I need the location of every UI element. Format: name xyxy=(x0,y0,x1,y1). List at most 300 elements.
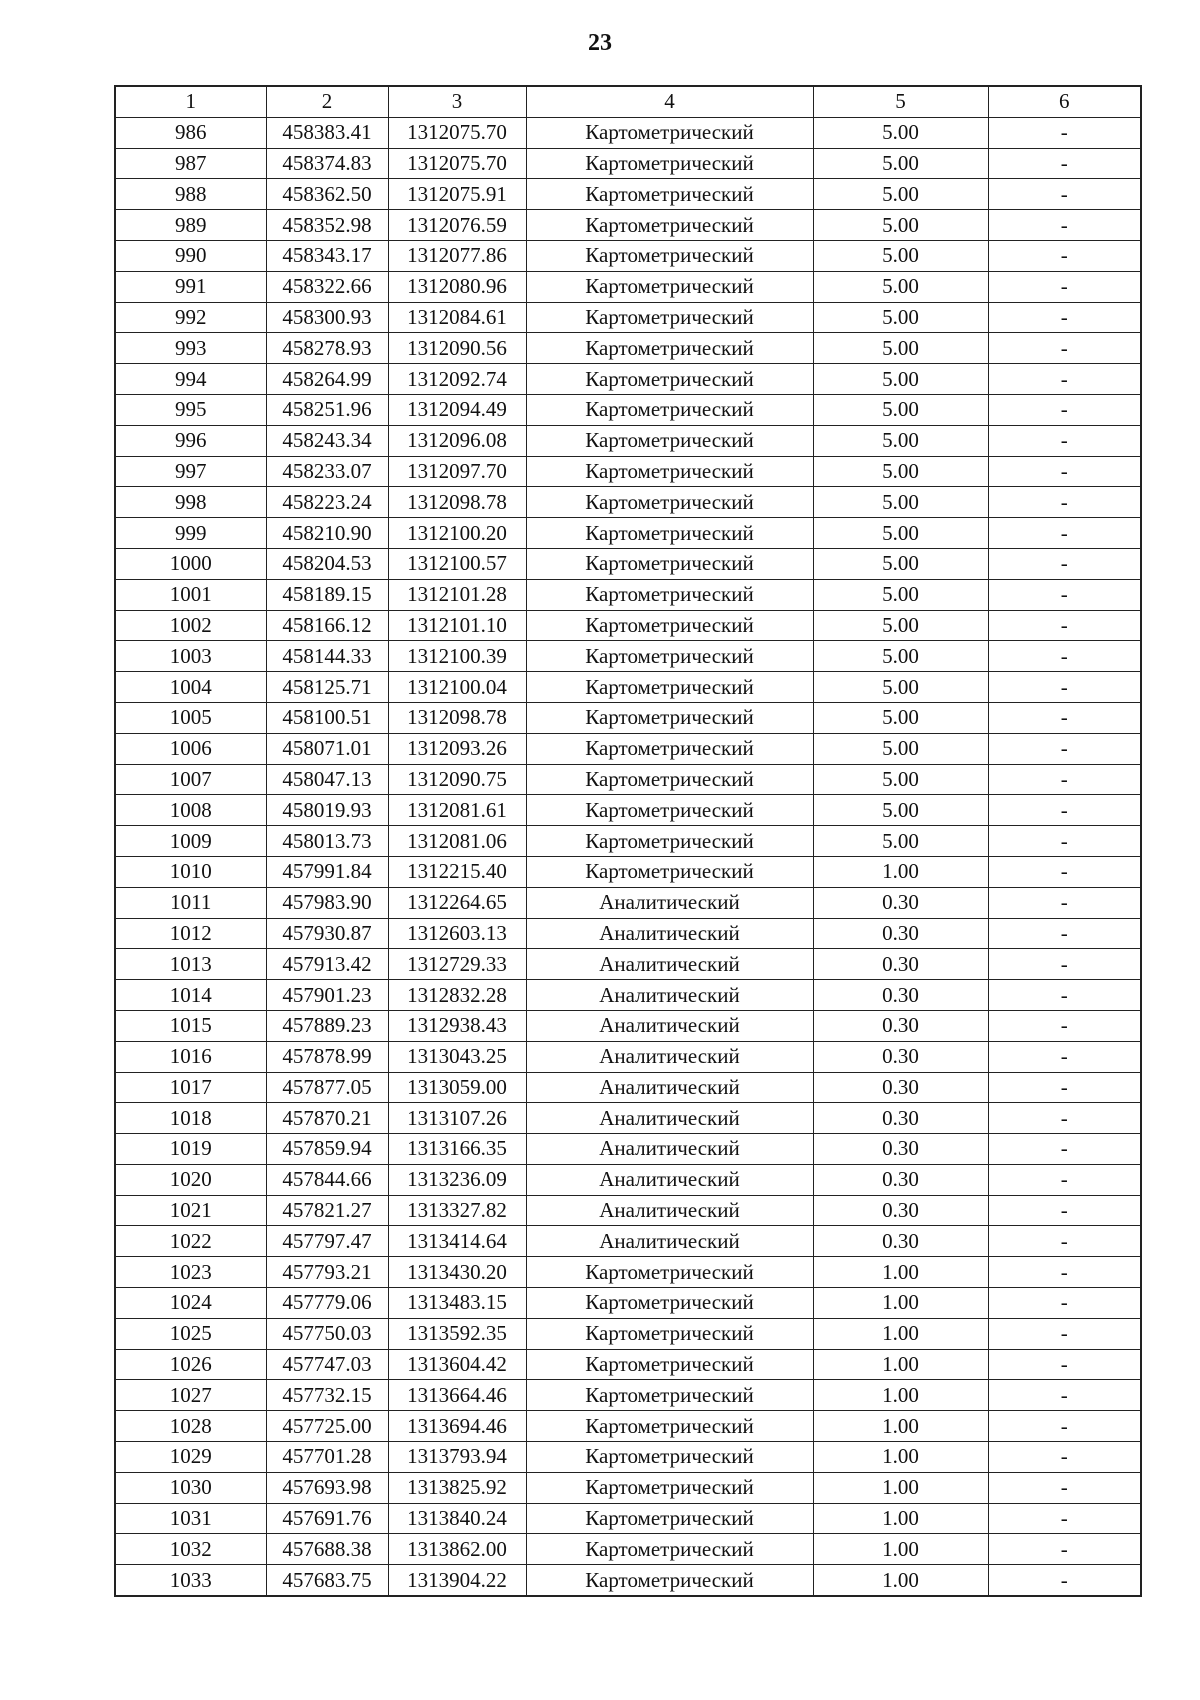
method-cell: Картометрический xyxy=(526,302,813,333)
note-cell: - xyxy=(988,1041,1141,1072)
point-number-cell: 1031 xyxy=(115,1503,266,1534)
accuracy-cell: 0.30 xyxy=(813,1134,988,1165)
accuracy-cell: 1.00 xyxy=(813,1534,988,1565)
x-coordinate-cell: 457930.87 xyxy=(266,918,388,949)
table-row xyxy=(115,302,1141,333)
method-cell: Картометрический xyxy=(526,518,813,549)
note-cell: - xyxy=(988,456,1141,487)
method-cell: Картометрический xyxy=(526,795,813,826)
x-coordinate-cell: 458233.07 xyxy=(266,456,388,487)
table-row xyxy=(115,1164,1141,1195)
method-cell: Картометрический xyxy=(526,456,813,487)
accuracy-cell: 5.00 xyxy=(813,795,988,826)
accuracy-cell: 5.00 xyxy=(813,487,988,518)
y-coordinate-cell: 1313107.26 xyxy=(388,1103,526,1134)
accuracy-cell: 1.00 xyxy=(813,1288,988,1319)
table-row xyxy=(115,210,1141,241)
point-number-cell: 1012 xyxy=(115,918,266,949)
x-coordinate-cell: 458383.41 xyxy=(266,117,388,148)
method-cell: Аналитический xyxy=(526,1164,813,1195)
point-number-cell: 1003 xyxy=(115,641,266,672)
point-number-cell: 991 xyxy=(115,271,266,302)
method-cell: Картометрический xyxy=(526,271,813,302)
table-row xyxy=(115,672,1141,703)
x-coordinate-cell: 458374.83 xyxy=(266,148,388,179)
note-cell: - xyxy=(988,1257,1141,1288)
accuracy-cell: 0.30 xyxy=(813,1072,988,1103)
y-coordinate-cell: 1313604.42 xyxy=(388,1349,526,1380)
method-cell: Картометрический xyxy=(526,148,813,179)
y-coordinate-cell: 1313483.15 xyxy=(388,1288,526,1319)
y-coordinate-cell: 1312075.70 xyxy=(388,148,526,179)
accuracy-cell: 5.00 xyxy=(813,548,988,579)
y-coordinate-cell: 1313043.25 xyxy=(388,1041,526,1072)
accuracy-cell: 1.00 xyxy=(813,1349,988,1380)
method-cell: Картометрический xyxy=(526,394,813,425)
point-number-cell: 1011 xyxy=(115,887,266,918)
accuracy-cell: 5.00 xyxy=(813,148,988,179)
y-coordinate-cell: 1313793.94 xyxy=(388,1442,526,1473)
note-cell: - xyxy=(988,1288,1141,1319)
table-row xyxy=(115,271,1141,302)
table-row xyxy=(115,764,1141,795)
note-cell: - xyxy=(988,1318,1141,1349)
point-number-cell: 1019 xyxy=(115,1134,266,1165)
point-number-cell: 1014 xyxy=(115,980,266,1011)
header-col-3: 3 xyxy=(388,86,526,117)
point-number-cell: 1002 xyxy=(115,610,266,641)
x-coordinate-cell: 458278.93 xyxy=(266,333,388,364)
note-cell: - xyxy=(988,702,1141,733)
accuracy-cell: 1.00 xyxy=(813,856,988,887)
table-row xyxy=(115,1226,1141,1257)
method-cell: Аналитический xyxy=(526,1072,813,1103)
method-cell: Аналитический xyxy=(526,1103,813,1134)
header-col-5: 5 xyxy=(813,86,988,117)
table-row xyxy=(115,733,1141,764)
accuracy-cell: 5.00 xyxy=(813,210,988,241)
note-cell: - xyxy=(988,826,1141,857)
table-row xyxy=(115,579,1141,610)
note-cell: - xyxy=(988,641,1141,672)
y-coordinate-cell: 1313664.46 xyxy=(388,1380,526,1411)
y-coordinate-cell: 1313236.09 xyxy=(388,1164,526,1195)
method-cell: Картометрический xyxy=(526,425,813,456)
method-cell: Картометрический xyxy=(526,333,813,364)
note-cell: - xyxy=(988,302,1141,333)
point-number-cell: 990 xyxy=(115,240,266,271)
table-row xyxy=(115,795,1141,826)
x-coordinate-cell: 458322.66 xyxy=(266,271,388,302)
point-number-cell: 992 xyxy=(115,302,266,333)
y-coordinate-cell: 1312077.86 xyxy=(388,240,526,271)
table-row xyxy=(115,1472,1141,1503)
y-coordinate-cell: 1312090.56 xyxy=(388,333,526,364)
y-coordinate-cell: 1312075.91 xyxy=(388,179,526,210)
x-coordinate-cell: 457779.06 xyxy=(266,1288,388,1319)
note-cell: - xyxy=(988,1349,1141,1380)
y-coordinate-cell: 1312100.57 xyxy=(388,548,526,579)
point-number-cell: 993 xyxy=(115,333,266,364)
table-row xyxy=(115,826,1141,857)
table-row xyxy=(115,1195,1141,1226)
accuracy-cell: 0.30 xyxy=(813,1103,988,1134)
point-number-cell: 1009 xyxy=(115,826,266,857)
note-cell: - xyxy=(988,179,1141,210)
table-row xyxy=(115,856,1141,887)
method-cell: Картометрический xyxy=(526,764,813,795)
accuracy-cell: 0.30 xyxy=(813,1041,988,1072)
note-cell: - xyxy=(988,856,1141,887)
note-cell: - xyxy=(988,548,1141,579)
y-coordinate-cell: 1312100.39 xyxy=(388,641,526,672)
point-number-cell: 1029 xyxy=(115,1442,266,1473)
note-cell: - xyxy=(988,333,1141,364)
method-cell: Аналитический xyxy=(526,887,813,918)
table-row xyxy=(115,641,1141,672)
x-coordinate-cell: 457797.47 xyxy=(266,1226,388,1257)
method-cell: Картометрический xyxy=(526,487,813,518)
point-number-cell: 1001 xyxy=(115,579,266,610)
table-row xyxy=(115,1349,1141,1380)
table-row xyxy=(115,117,1141,148)
y-coordinate-cell: 1312264.65 xyxy=(388,887,526,918)
point-number-cell: 989 xyxy=(115,210,266,241)
table-row xyxy=(115,548,1141,579)
accuracy-cell: 1.00 xyxy=(813,1442,988,1473)
note-cell: - xyxy=(988,394,1141,425)
method-cell: Картометрический xyxy=(526,826,813,857)
note-cell: - xyxy=(988,980,1141,1011)
note-cell: - xyxy=(988,1472,1141,1503)
x-coordinate-cell: 457901.23 xyxy=(266,980,388,1011)
table-row xyxy=(115,148,1141,179)
note-cell: - xyxy=(988,1103,1141,1134)
accuracy-cell: 1.00 xyxy=(813,1380,988,1411)
x-coordinate-cell: 457821.27 xyxy=(266,1195,388,1226)
table-row xyxy=(115,1134,1141,1165)
accuracy-cell: 1.00 xyxy=(813,1565,988,1596)
y-coordinate-cell: 1313694.46 xyxy=(388,1411,526,1442)
x-coordinate-cell: 457793.21 xyxy=(266,1257,388,1288)
note-cell: - xyxy=(988,918,1141,949)
note-cell: - xyxy=(988,364,1141,395)
x-coordinate-cell: 458243.34 xyxy=(266,425,388,456)
x-coordinate-cell: 458189.15 xyxy=(266,579,388,610)
table-row xyxy=(115,1041,1141,1072)
point-number-cell: 1025 xyxy=(115,1318,266,1349)
accuracy-cell: 5.00 xyxy=(813,610,988,641)
note-cell: - xyxy=(988,1010,1141,1041)
point-number-cell: 1004 xyxy=(115,672,266,703)
method-cell: Картометрический xyxy=(526,179,813,210)
y-coordinate-cell: 1312097.70 xyxy=(388,456,526,487)
accuracy-cell: 5.00 xyxy=(813,518,988,549)
method-cell: Картометрический xyxy=(526,610,813,641)
accuracy-cell: 0.30 xyxy=(813,980,988,1011)
table-row xyxy=(115,1257,1141,1288)
method-cell: Картометрический xyxy=(526,733,813,764)
accuracy-cell: 5.00 xyxy=(813,672,988,703)
method-cell: Картометрический xyxy=(526,1257,813,1288)
method-cell: Картометрический xyxy=(526,1380,813,1411)
y-coordinate-cell: 1312075.70 xyxy=(388,117,526,148)
note-cell: - xyxy=(988,733,1141,764)
point-number-cell: 996 xyxy=(115,425,266,456)
y-coordinate-cell: 1313059.00 xyxy=(388,1072,526,1103)
y-coordinate-cell: 1312603.13 xyxy=(388,918,526,949)
x-coordinate-cell: 457747.03 xyxy=(266,1349,388,1380)
accuracy-cell: 1.00 xyxy=(813,1411,988,1442)
method-cell: Картометрический xyxy=(526,702,813,733)
point-number-cell: 1020 xyxy=(115,1164,266,1195)
y-coordinate-cell: 1313327.82 xyxy=(388,1195,526,1226)
note-cell: - xyxy=(988,610,1141,641)
accuracy-cell: 5.00 xyxy=(813,456,988,487)
y-coordinate-cell: 1312096.08 xyxy=(388,425,526,456)
accuracy-cell: 5.00 xyxy=(813,425,988,456)
note-cell: - xyxy=(988,271,1141,302)
note-cell: - xyxy=(988,1503,1141,1534)
point-number-cell: 997 xyxy=(115,456,266,487)
point-number-cell: 1005 xyxy=(115,702,266,733)
point-number-cell: 994 xyxy=(115,364,266,395)
method-cell: Картометрический xyxy=(526,1288,813,1319)
point-number-cell: 988 xyxy=(115,179,266,210)
point-number-cell: 1016 xyxy=(115,1041,266,1072)
table-row xyxy=(115,1534,1141,1565)
x-coordinate-cell: 458013.73 xyxy=(266,826,388,857)
accuracy-cell: 0.30 xyxy=(813,1164,988,1195)
method-cell: Аналитический xyxy=(526,1134,813,1165)
accuracy-cell: 0.30 xyxy=(813,1195,988,1226)
accuracy-cell: 5.00 xyxy=(813,733,988,764)
y-coordinate-cell: 1313825.92 xyxy=(388,1472,526,1503)
y-coordinate-cell: 1312101.10 xyxy=(388,610,526,641)
x-coordinate-cell: 458144.33 xyxy=(266,641,388,672)
accuracy-cell: 5.00 xyxy=(813,394,988,425)
table-row xyxy=(115,1442,1141,1473)
header-col-6: 6 xyxy=(988,86,1141,117)
accuracy-cell: 5.00 xyxy=(813,364,988,395)
x-coordinate-cell: 458251.96 xyxy=(266,394,388,425)
point-number-cell: 1024 xyxy=(115,1288,266,1319)
point-number-cell: 1017 xyxy=(115,1072,266,1103)
header-col-1: 1 xyxy=(115,86,266,117)
y-coordinate-cell: 1312215.40 xyxy=(388,856,526,887)
note-cell: - xyxy=(988,1442,1141,1473)
y-coordinate-cell: 1312081.61 xyxy=(388,795,526,826)
x-coordinate-cell: 458343.17 xyxy=(266,240,388,271)
note-cell: - xyxy=(988,949,1141,980)
y-coordinate-cell: 1312093.26 xyxy=(388,733,526,764)
accuracy-cell: 0.30 xyxy=(813,1226,988,1257)
method-cell: Картометрический xyxy=(526,579,813,610)
page-number: 23 xyxy=(588,30,612,56)
accuracy-cell: 1.00 xyxy=(813,1472,988,1503)
x-coordinate-cell: 457878.99 xyxy=(266,1041,388,1072)
y-coordinate-cell: 1313166.35 xyxy=(388,1134,526,1165)
note-cell: - xyxy=(988,672,1141,703)
x-coordinate-cell: 458125.71 xyxy=(266,672,388,703)
table-row xyxy=(115,1072,1141,1103)
table-row xyxy=(115,980,1141,1011)
accuracy-cell: 1.00 xyxy=(813,1318,988,1349)
accuracy-cell: 5.00 xyxy=(813,641,988,672)
method-cell: Картометрический xyxy=(526,1503,813,1534)
method-cell: Аналитический xyxy=(526,949,813,980)
table-row xyxy=(115,1380,1141,1411)
point-number-cell: 1026 xyxy=(115,1349,266,1380)
note-cell: - xyxy=(988,1380,1141,1411)
x-coordinate-cell: 457889.23 xyxy=(266,1010,388,1041)
x-coordinate-cell: 457688.38 xyxy=(266,1534,388,1565)
point-number-cell: 1028 xyxy=(115,1411,266,1442)
point-number-cell: 999 xyxy=(115,518,266,549)
y-coordinate-cell: 1312938.43 xyxy=(388,1010,526,1041)
table-row xyxy=(115,1565,1141,1596)
x-coordinate-cell: 457732.15 xyxy=(266,1380,388,1411)
note-cell: - xyxy=(988,1134,1141,1165)
y-coordinate-cell: 1312100.04 xyxy=(388,672,526,703)
accuracy-cell: 5.00 xyxy=(813,240,988,271)
note-cell: - xyxy=(988,1072,1141,1103)
point-number-cell: 1015 xyxy=(115,1010,266,1041)
y-coordinate-cell: 1312098.78 xyxy=(388,487,526,518)
accuracy-cell: 5.00 xyxy=(813,826,988,857)
table-row xyxy=(115,394,1141,425)
coordinates-table xyxy=(114,85,1142,1597)
note-cell: - xyxy=(988,518,1141,549)
method-cell: Картометрический xyxy=(526,1349,813,1380)
note-cell: - xyxy=(988,210,1141,241)
table-row xyxy=(115,333,1141,364)
accuracy-cell: 1.00 xyxy=(813,1257,988,1288)
accuracy-cell: 0.30 xyxy=(813,887,988,918)
method-cell: Аналитический xyxy=(526,1010,813,1041)
x-coordinate-cell: 457701.28 xyxy=(266,1442,388,1473)
accuracy-cell: 5.00 xyxy=(813,117,988,148)
method-cell: Аналитический xyxy=(526,1226,813,1257)
method-cell: Картометрический xyxy=(526,548,813,579)
method-cell: Аналитический xyxy=(526,1195,813,1226)
y-coordinate-cell: 1313592.35 xyxy=(388,1318,526,1349)
table-row xyxy=(115,949,1141,980)
y-coordinate-cell: 1312084.61 xyxy=(388,302,526,333)
point-number-cell: 1010 xyxy=(115,856,266,887)
note-cell: - xyxy=(988,117,1141,148)
y-coordinate-cell: 1312098.78 xyxy=(388,702,526,733)
x-coordinate-cell: 457750.03 xyxy=(266,1318,388,1349)
method-cell: Аналитический xyxy=(526,980,813,1011)
x-coordinate-cell: 457725.00 xyxy=(266,1411,388,1442)
table-row xyxy=(115,456,1141,487)
point-number-cell: 995 xyxy=(115,394,266,425)
point-number-cell: 998 xyxy=(115,487,266,518)
table-row xyxy=(115,518,1141,549)
note-cell: - xyxy=(988,1565,1141,1596)
y-coordinate-cell: 1313840.24 xyxy=(388,1503,526,1534)
accuracy-cell: 0.30 xyxy=(813,949,988,980)
method-cell: Картометрический xyxy=(526,1411,813,1442)
x-coordinate-cell: 458071.01 xyxy=(266,733,388,764)
x-coordinate-cell: 457691.76 xyxy=(266,1503,388,1534)
point-number-cell: 1027 xyxy=(115,1380,266,1411)
accuracy-cell: 5.00 xyxy=(813,333,988,364)
table-row xyxy=(115,702,1141,733)
x-coordinate-cell: 458264.99 xyxy=(266,364,388,395)
x-coordinate-cell: 458223.24 xyxy=(266,487,388,518)
method-cell: Картометрический xyxy=(526,1534,813,1565)
method-cell: Аналитический xyxy=(526,1041,813,1072)
note-cell: - xyxy=(988,425,1141,456)
y-coordinate-cell: 1312076.59 xyxy=(388,210,526,241)
table-row xyxy=(115,887,1141,918)
point-number-cell: 1007 xyxy=(115,764,266,795)
table-row xyxy=(115,364,1141,395)
method-cell: Картометрический xyxy=(526,1472,813,1503)
x-coordinate-cell: 457983.90 xyxy=(266,887,388,918)
header-col-2: 2 xyxy=(266,86,388,117)
accuracy-cell: 0.30 xyxy=(813,1010,988,1041)
accuracy-cell: 5.00 xyxy=(813,271,988,302)
y-coordinate-cell: 1312094.49 xyxy=(388,394,526,425)
accuracy-cell: 5.00 xyxy=(813,302,988,333)
method-cell: Картометрический xyxy=(526,672,813,703)
accuracy-cell: 5.00 xyxy=(813,702,988,733)
y-coordinate-cell: 1313414.64 xyxy=(388,1226,526,1257)
x-coordinate-cell: 457693.98 xyxy=(266,1472,388,1503)
table-row xyxy=(115,1010,1141,1041)
point-number-cell: 987 xyxy=(115,148,266,179)
point-number-cell: 1030 xyxy=(115,1472,266,1503)
table-row xyxy=(115,610,1141,641)
method-cell: Картометрический xyxy=(526,1318,813,1349)
method-cell: Картометрический xyxy=(526,641,813,672)
table-row xyxy=(115,240,1141,271)
y-coordinate-cell: 1312101.28 xyxy=(388,579,526,610)
point-number-cell: 1006 xyxy=(115,733,266,764)
note-cell: - xyxy=(988,887,1141,918)
x-coordinate-cell: 458100.51 xyxy=(266,702,388,733)
x-coordinate-cell: 458019.93 xyxy=(266,795,388,826)
x-coordinate-cell: 458166.12 xyxy=(266,610,388,641)
x-coordinate-cell: 457877.05 xyxy=(266,1072,388,1103)
method-cell: Аналитический xyxy=(526,918,813,949)
table-row xyxy=(115,425,1141,456)
point-number-cell: 1000 xyxy=(115,548,266,579)
note-cell: - xyxy=(988,579,1141,610)
accuracy-cell: 1.00 xyxy=(813,1503,988,1534)
method-cell: Картометрический xyxy=(526,117,813,148)
note-cell: - xyxy=(988,1534,1141,1565)
point-number-cell: 1021 xyxy=(115,1195,266,1226)
table-body xyxy=(115,117,1141,1596)
x-coordinate-cell: 457870.21 xyxy=(266,1103,388,1134)
point-number-cell: 1018 xyxy=(115,1103,266,1134)
header-col-4: 4 xyxy=(526,86,813,117)
point-number-cell: 1032 xyxy=(115,1534,266,1565)
y-coordinate-cell: 1312080.96 xyxy=(388,271,526,302)
x-coordinate-cell: 458047.13 xyxy=(266,764,388,795)
y-coordinate-cell: 1313430.20 xyxy=(388,1257,526,1288)
x-coordinate-cell: 458204.53 xyxy=(266,548,388,579)
table-row xyxy=(115,1411,1141,1442)
note-cell: - xyxy=(988,240,1141,271)
note-cell: - xyxy=(988,1226,1141,1257)
x-coordinate-cell: 458210.90 xyxy=(266,518,388,549)
method-cell: Картометрический xyxy=(526,1442,813,1473)
